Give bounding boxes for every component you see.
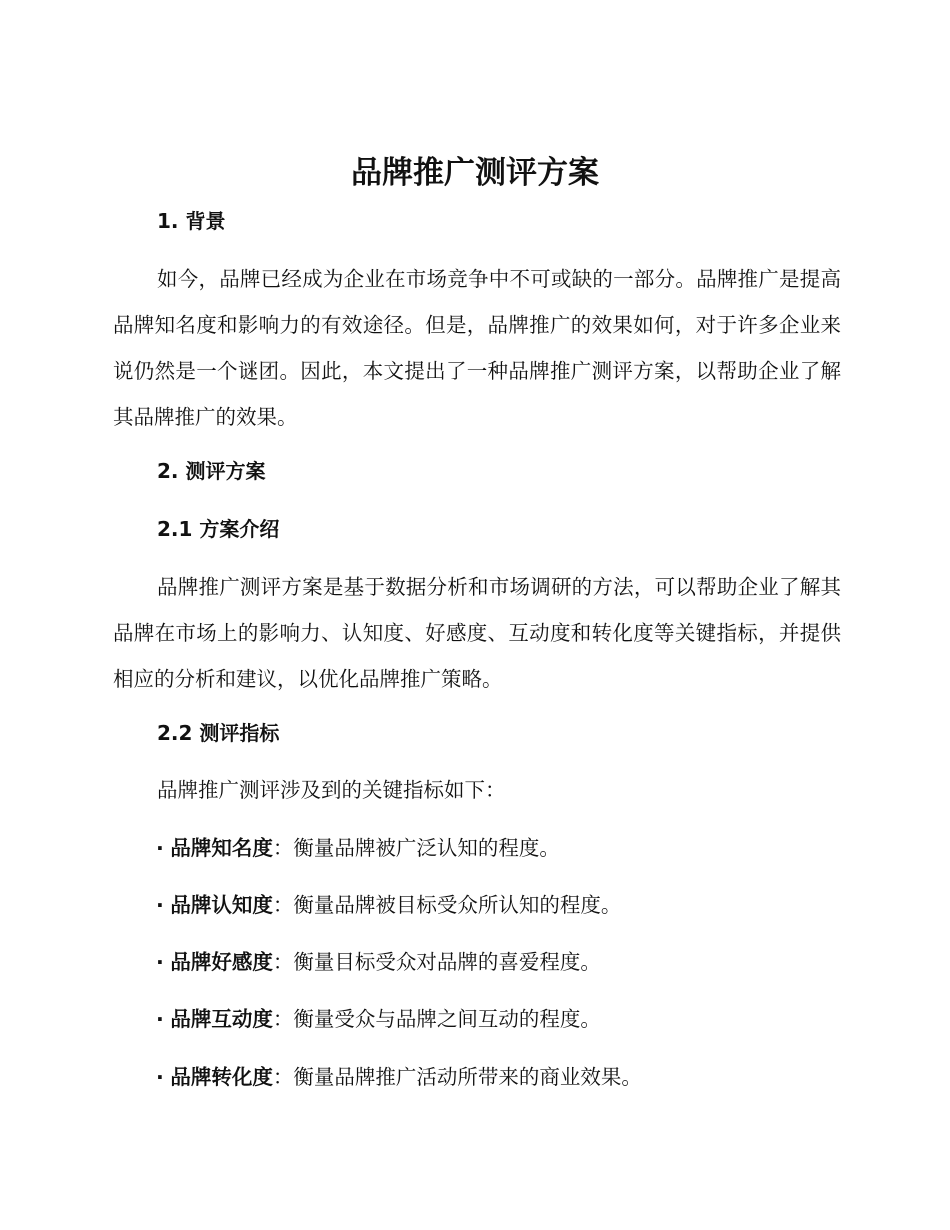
metric-description: ：衡量品牌推广活动所带来的商业效果。 (272, 1065, 642, 1089)
metric-item (156, 1004, 601, 1034)
bullet-marker: · (156, 1065, 164, 1089)
metric-description: ：衡量品牌被目标受众所认知的程度。 (272, 893, 622, 917)
metric-term: 品牌认知度 (170, 893, 273, 917)
metric-item (156, 1062, 642, 1092)
metric-item (156, 947, 601, 977)
metric-item (156, 833, 560, 863)
section-heading-background: 1. 背景 (157, 209, 226, 233)
subsection-heading-metrics: 2.2 测评指标 (157, 721, 280, 745)
bullet-marker: · (156, 836, 164, 860)
metric-description: ：衡量目标受众对品牌的喜爱程度。 (272, 950, 601, 974)
plan-intro-paragraph: 品牌推广测评方案是基于数据分析和市场调研的方法，可以帮助企业了解其品牌在市场上的影响力、认知度、好感度、互动度和转化度等关键指标，并提供相应的分析和建议，以优化品牌推广策略。 (113, 575, 841, 691)
bullet-marker: · (156, 893, 164, 917)
metric-term: 品牌好感度 (170, 950, 273, 974)
metric-term: 品牌知名度 (170, 836, 273, 860)
metric-description: ：衡量受众与品牌之间互动的程度。 (272, 1007, 601, 1031)
bullet-marker: · (156, 950, 164, 974)
bullet-marker: · (156, 1007, 164, 1031)
metric-description: ：衡量品牌被广泛认知的程度。 (272, 836, 560, 860)
metric-item (156, 890, 621, 920)
metrics-intro: 品牌推广测评涉及到的关键指标如下： (157, 778, 506, 802)
document-title: 品牌推广测评方案 (351, 155, 599, 191)
metric-term: 品牌互动度 (170, 1007, 273, 1031)
subsection-heading-plan-intro: 2.1 方案介绍 (157, 517, 280, 541)
background-paragraph: 如今，品牌已经成为企业在市场竞争中不可或缺的一部分。品牌推广是提高品牌知名度和影响力的有效途径。但是，品牌推广的效果如何，对于许多企业来说仍然是一个谜团。因此，本文提出了一种品牌推广测评方案，以帮助企业了解其品牌推广的效果。 (113, 267, 841, 429)
metric-term: 品牌转化度 (170, 1065, 273, 1089)
section-heading-evaluation-plan: 2. 测评方案 (157, 459, 266, 483)
